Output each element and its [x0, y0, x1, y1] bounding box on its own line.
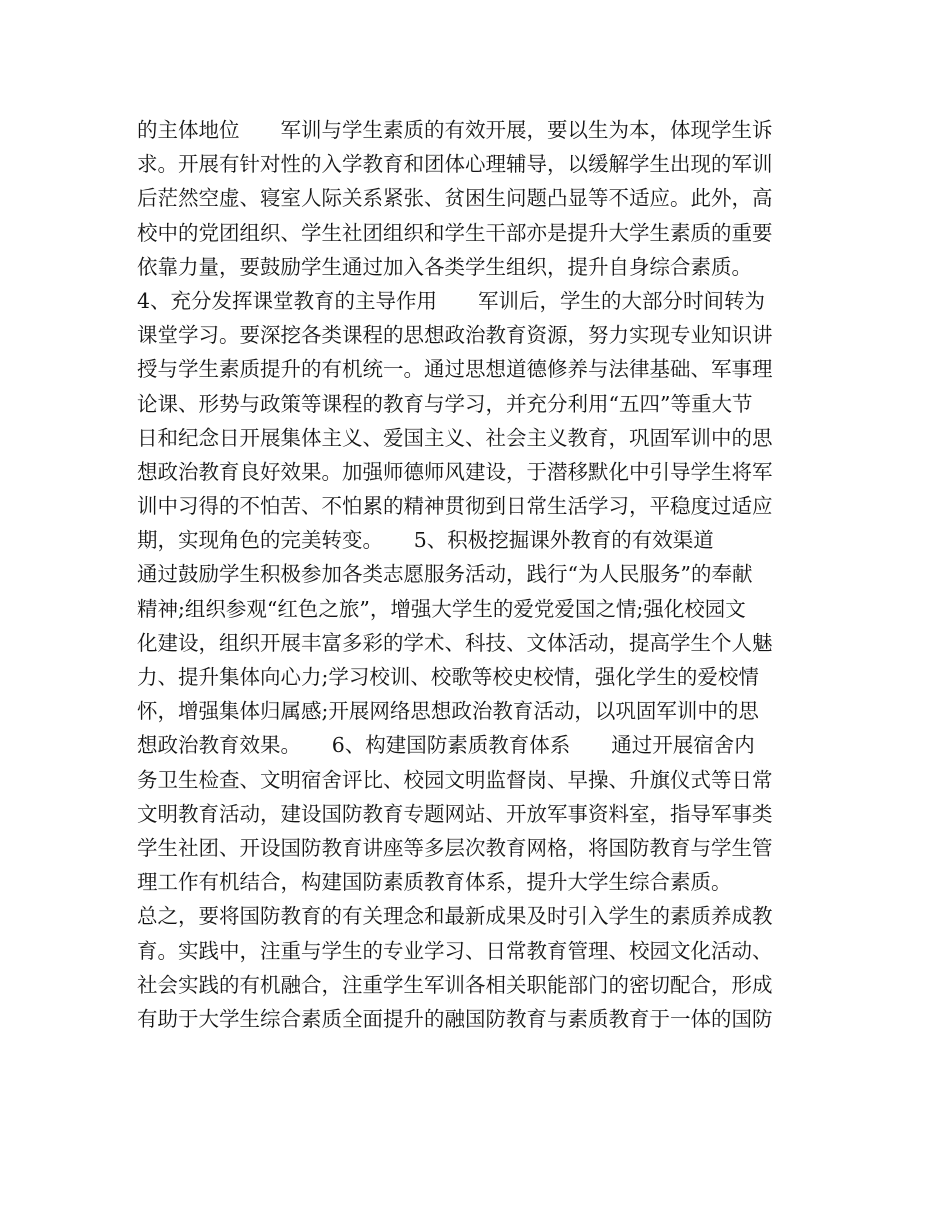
- text-line: 4、充分发挥课堂教育的主导作用 军训后，学生的大部分时间转为: [137, 288, 766, 313]
- text-line: 授与学生素质提升的有机统一。通过思想道德修养与法律基础、军事理: [137, 357, 773, 382]
- body-text: [137, 113, 827, 1036]
- text-line: 有助于大学生综合素质全面提升的融国防教育与素质教育于一体的国防: [137, 1006, 773, 1031]
- text-line: 文明教育活动，建设国防教育专题网站、开放军事资料室，指导军事类: [137, 801, 773, 826]
- text-line: 期，实现角色的完美转变。 5、积极挖掘课外教育的有效渠道: [137, 528, 714, 553]
- text-line: 通过鼓励学生积极参加各类志愿服务活动，践行“为人民服务”的奉献: [137, 562, 753, 587]
- text-line: 理工作有机结合，构建国防素质教育体系，提升大学生综合素质。: [137, 870, 732, 895]
- text-line: 总之，要将国防教育的有关理念和最新成果及时引入学生的素质养成教: [137, 904, 773, 929]
- text-line: 后茫然空虚、寝室人际关系紧张、贫困生问题凸显等不适应。此外，高: [137, 186, 773, 211]
- text-line: 课堂学习。要深挖各类课程的思想政治教育资源，努力实现专业知识讲: [137, 323, 773, 348]
- text-line: 日和纪念日开展集体主义、爱国主义、社会主义教育，巩固军训中的思: [137, 425, 773, 450]
- text-line: 精神;组织参观“红色之旅”，增强大学生的爱党爱国之情;强化校园文: [137, 596, 746, 621]
- text-line: 务卫生检查、文明宿舍评比、校园文明监督岗、早操、升旗仪式等日常: [137, 767, 773, 792]
- text-line: 想政治教育效果。 6、构建国防素质教育体系 通过开展宿舍内: [137, 733, 755, 758]
- text-line: 化建设，组织开展丰富多彩的学术、科技、文体活动，提高学生个人魅: [137, 630, 773, 655]
- text-line: 论课、形势与政策等课程的教育与学习，并充分利用“五四”等重大节: [137, 391, 753, 416]
- text-line: 力、提升集体向心力;学习校训、校歌等校史校情，强化学生的爱校情: [137, 665, 759, 689]
- text-line: 学生社团、开设国防教育讲座等多层次教育网格，将国防教育与学生管: [137, 835, 773, 860]
- text-line: 训中习得的不怕苦、不怕累的精神贯彻到日常生活学习，平稳度过适应: [137, 494, 773, 519]
- text-line: 育。实践中，注重与学生的专业学习、日常教育管理、校园文化活动、: [137, 938, 773, 963]
- text-line: 社会实践的有机融合，注重学生军训各相关职能部门的密切配合，形成: [137, 972, 773, 997]
- text-line: 求。开展有针对性的入学教育和团体心理辅导，以缓解学生出现的军训: [137, 152, 773, 177]
- text-line: 校中的党团组织、学生社团组织和学生干部亦是提升大学生素质的重要: [137, 220, 773, 245]
- text-line: 想政治教育良好效果。加强师德师风建设，于潜移默化中引导学生将军: [137, 459, 773, 484]
- text-line: 依靠力量，要鼓励学生通过加入各类学生组织，提升自身综合素质。: [137, 254, 752, 279]
- text-line: 的主体地位 军训与学生素质的有效开展，要以生为本，体现学生诉: [137, 118, 773, 142]
- text-line: 怀，增强集体归属感;开展网络思想政治教育活动，以巩固军训中的思: [137, 699, 759, 724]
